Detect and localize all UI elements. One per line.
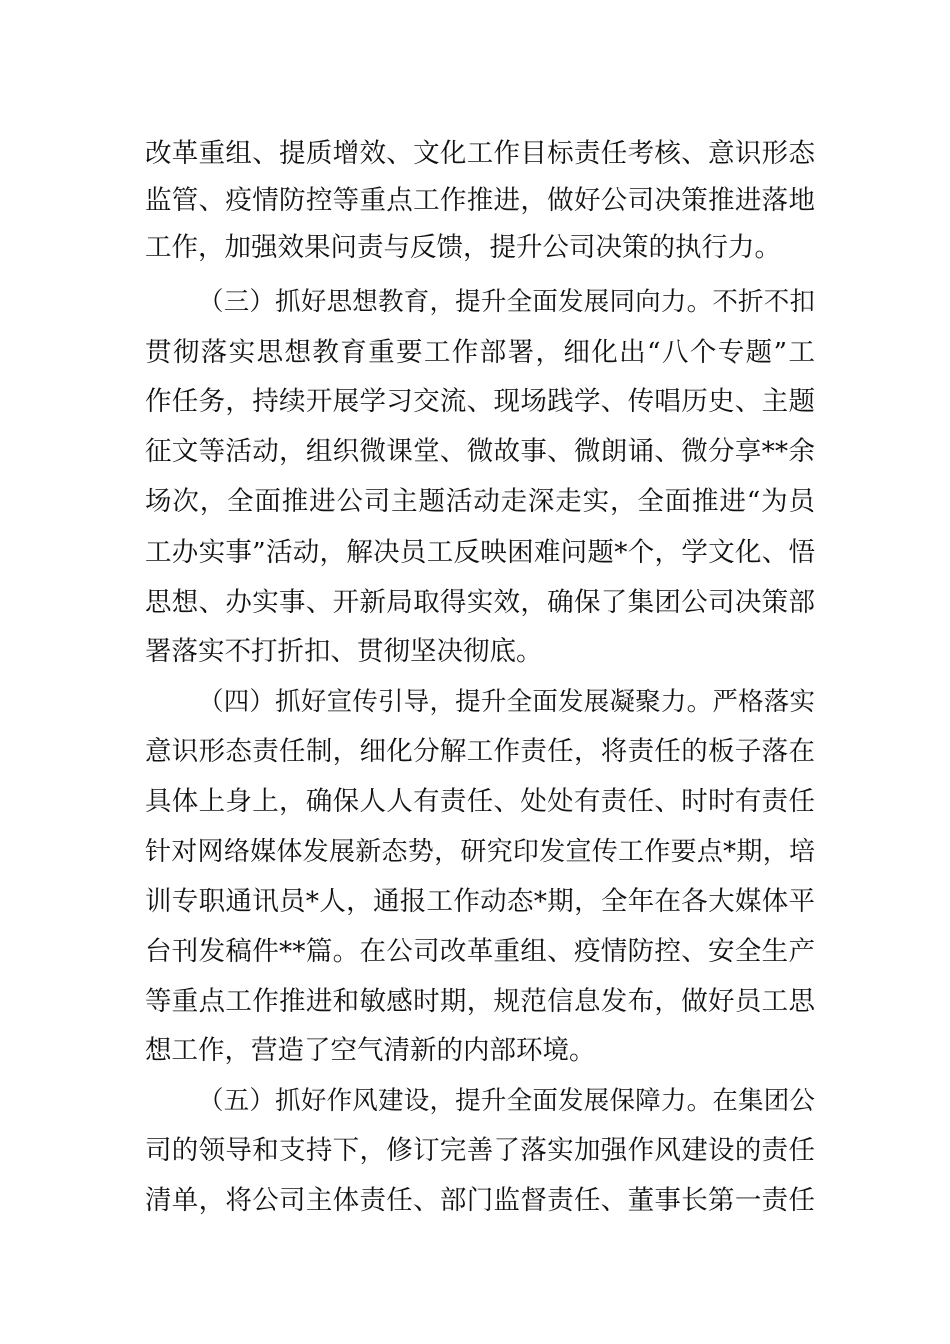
text-line: 具体上身上，确保人人有责任、处处有责任、时时有责任: [145, 786, 815, 817]
text-line: 意识形态责任制，细化分解工作责任，将责任的板子落在: [145, 736, 815, 767]
text-line: 作任务，持续开展学习交流、现场践学、传唱历史、主题: [145, 386, 815, 417]
paragraph-heading-line: （五）抓好作风建设，提升全面发展保障力。在集团公: [198, 1086, 815, 1116]
text-line: 想工作，营造了空气清新的内部环境。: [145, 1035, 596, 1066]
text-line: 监管、疫情防控等重点工作推进，做好公司决策推进落地: [145, 185, 815, 216]
text-line: 场次，全面推进公司主题活动走深走实，全面推进“为员: [145, 486, 815, 517]
text-line: 思想、办实事、开新局取得实效，确保了集团公司决策部: [145, 587, 815, 618]
text-line: 征文等活动，组织微课堂、微故事、微朗诵、微分享**余: [145, 436, 815, 467]
paragraph-heading-line: （三）抓好思想教育，提升全面发展同向力。不折不扣: [198, 287, 815, 317]
text-line: 贯彻落实思想教育重要工作部署，细化出“八个专题”工: [145, 337, 815, 368]
paragraph-heading-line: （四）抓好宣传引导，提升全面发展凝聚力。严格落实: [198, 687, 815, 717]
text-line: 司的领导和支持下，修订完善了落实加强作风建设的责任: [145, 1135, 815, 1166]
text-line: 针对网络媒体发展新态势，研究印发宣传工作要点*期，培: [145, 837, 815, 867]
text-line: 工办实事”活动，解决员工反映困难问题*个，学文化、悟: [145, 537, 815, 568]
text-line: 署落实不打折扣、贯彻坚决彻底。: [145, 636, 543, 667]
text-line: 台刊发稿件**篇。在公司改革重组、疫情防控、安全生产: [145, 936, 815, 967]
text-line: 等重点工作推进和敏感时期，规范信息发布，做好员工思: [145, 986, 815, 1017]
text-line: 训专职通讯员*人，通报工作动态*期，全年在各大媒体平: [145, 886, 815, 917]
text-line: 清单，将公司主体责任、部门监督责任、董事长第一责任: [145, 1185, 815, 1216]
text-line: 改革重组、提质增效、文化工作目标责任考核、意识形态: [145, 138, 815, 169]
text-line: 工作，加强效果问责与反馈，提升公司决策的执行力。: [145, 232, 781, 263]
